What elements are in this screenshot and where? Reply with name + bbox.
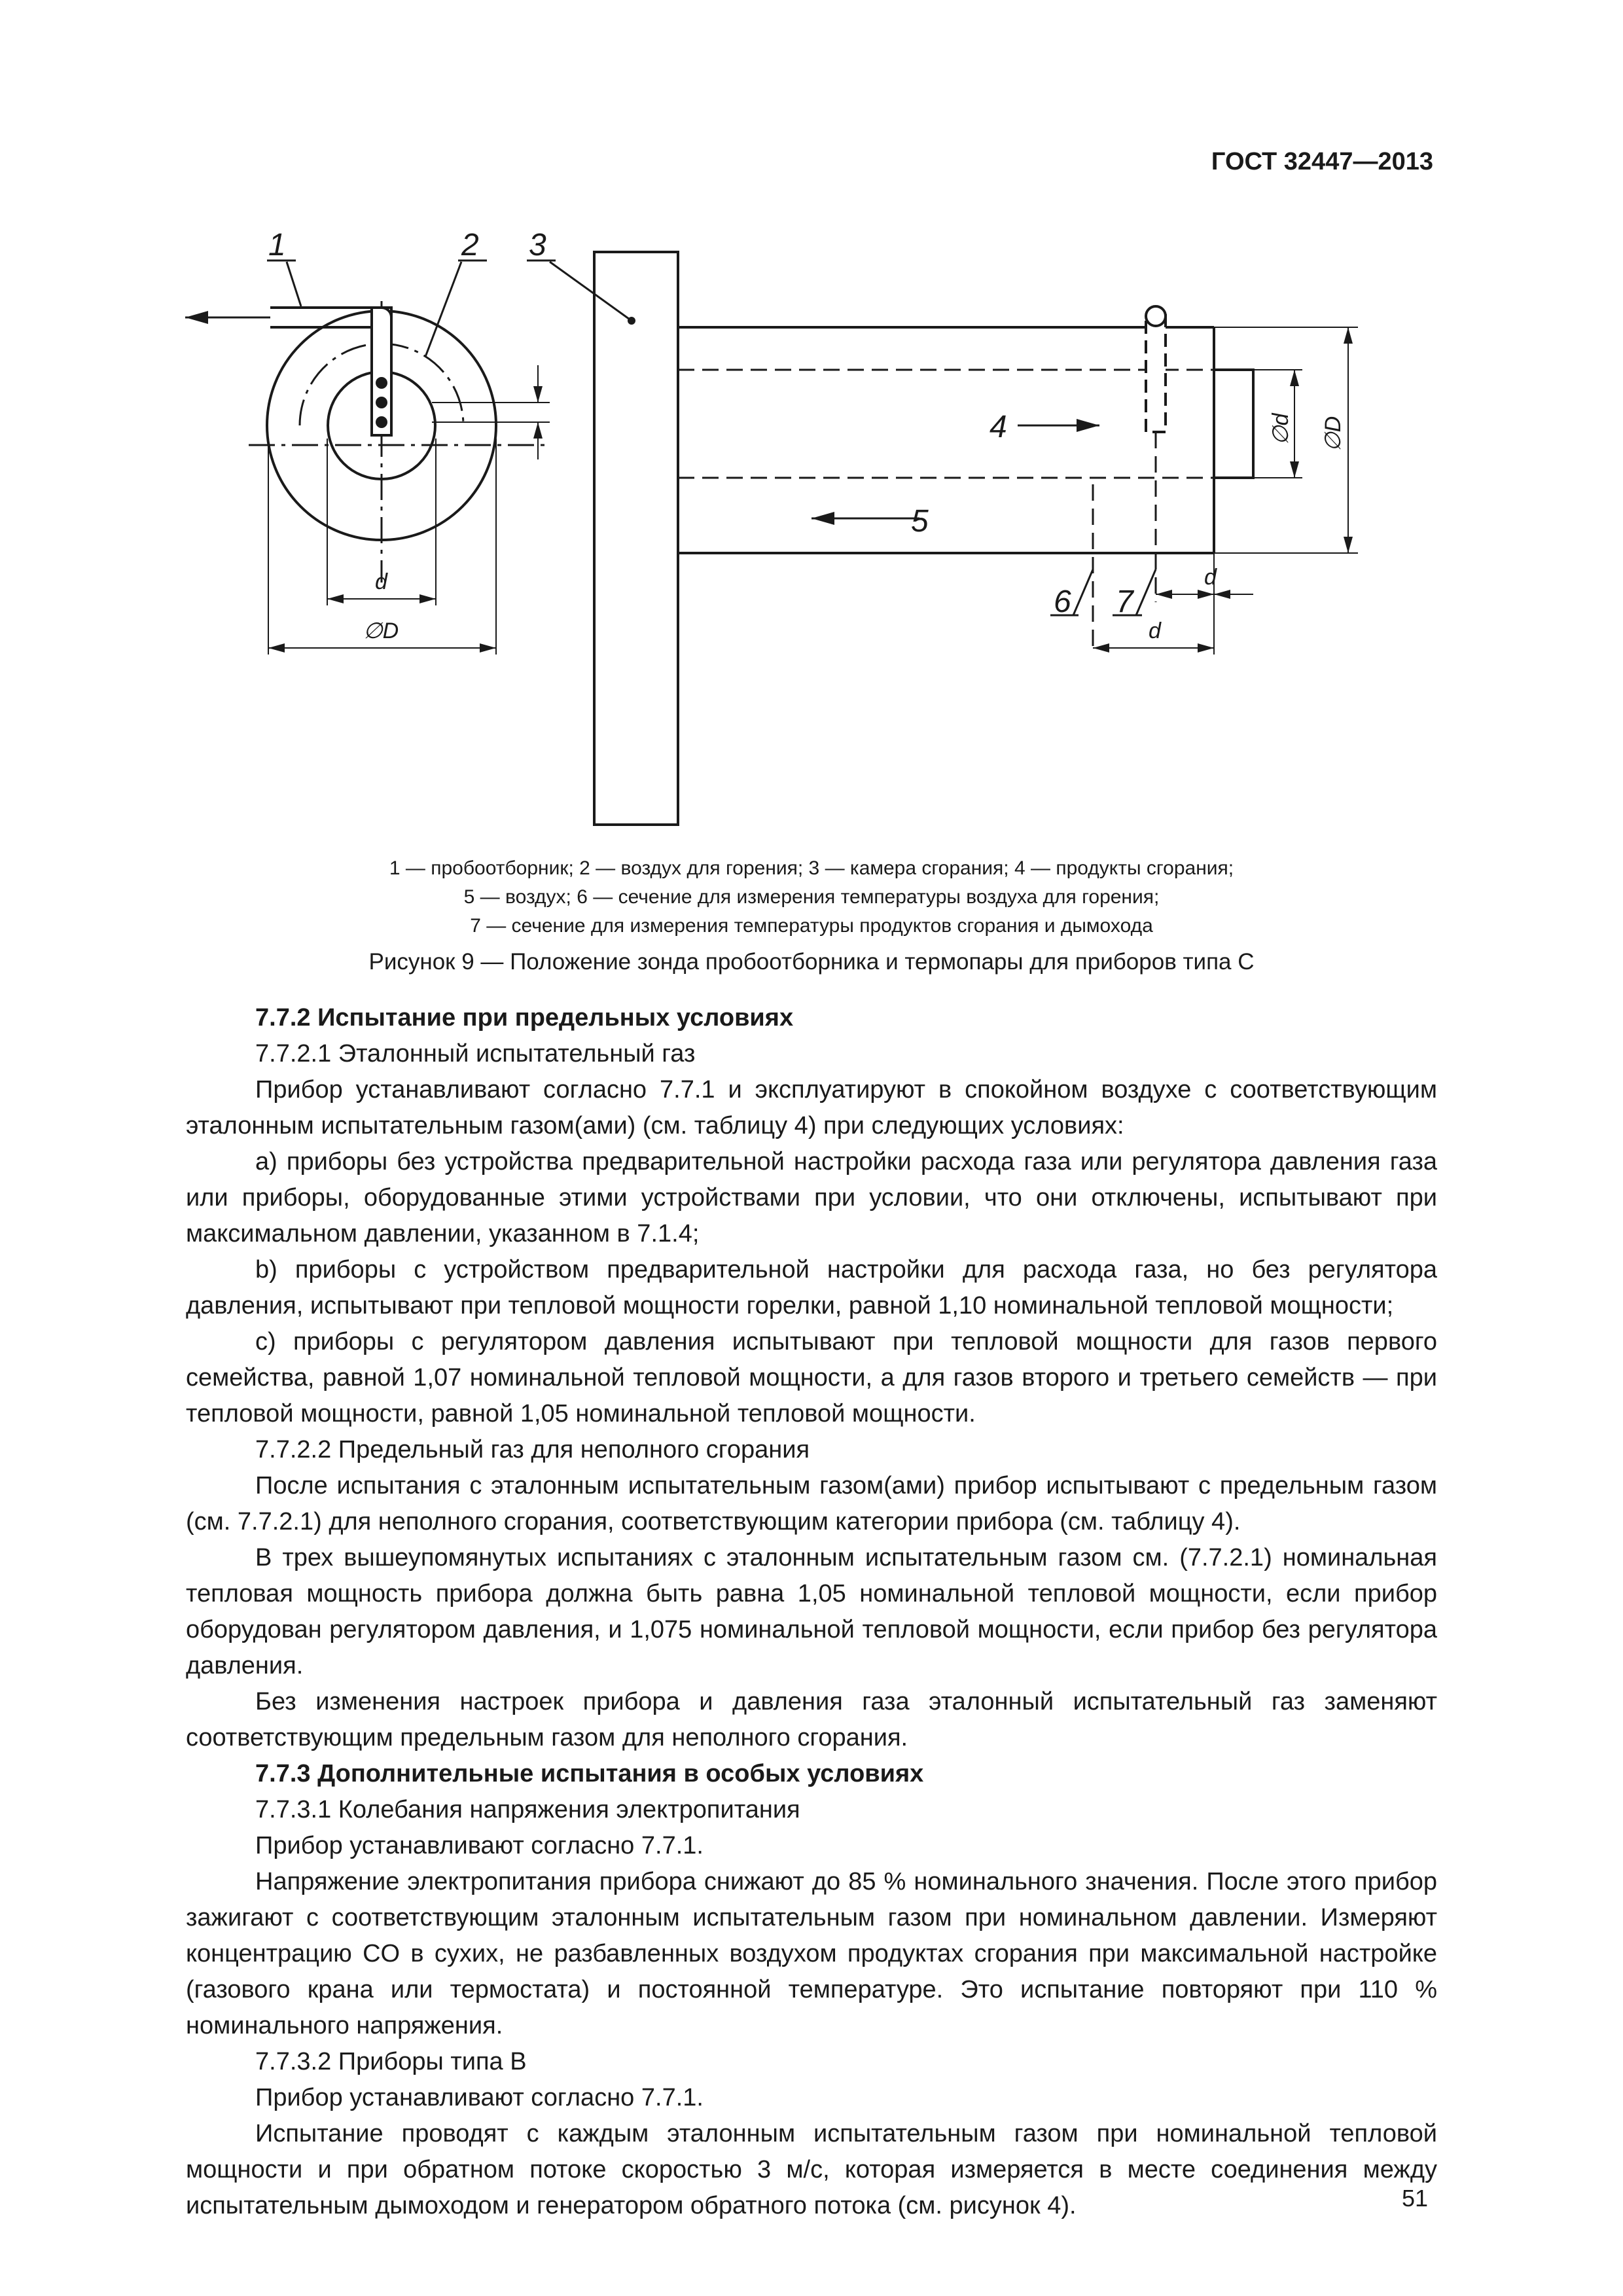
callout-5: 5 bbox=[911, 504, 929, 539]
body-text bbox=[186, 1000, 1437, 2224]
figure-9-drawing bbox=[0, 0, 1623, 851]
figure-caption: Рисунок 9 — Положение зонда пробоотборника и термопары для приборов типа С bbox=[368, 949, 1255, 975]
dim-d-right-bottom: d bbox=[1149, 619, 1161, 643]
callout-7: 7 bbox=[1116, 584, 1133, 619]
callout-1: 1 bbox=[268, 228, 286, 262]
subsection-title: 7.7.2.1 Эталонный испытательный газ bbox=[255, 1040, 696, 1067]
callout-4: 4 bbox=[990, 410, 1007, 444]
subsection-title: 7.7.2.2 Предельный газ для неполного сгорания bbox=[255, 1436, 810, 1463]
legend-line: 7 — сечение для измерения температуры продуктов сгорания и дымохода bbox=[470, 915, 1153, 937]
dim-d-right-top: d bbox=[1204, 565, 1217, 590]
legend-line: 5 — воздух; 6 — сечение для измерения температуры воздуха для горения; bbox=[463, 886, 1160, 908]
paragraph: Испытание проводят с каждым эталонным испытательным газом при номинальной тепловой мощности и при обратном потоке скоростью 3 м/с, которая измеряется в месте соединения между испытательным дымоходом и генератором обратного потока (см. рисунок 4). bbox=[186, 2120, 1437, 2219]
combustion-chamber bbox=[594, 252, 678, 825]
figure-legend bbox=[183, 854, 1440, 941]
dim-D-diameter: ∅D bbox=[1321, 416, 1346, 452]
subsection-title: 7.7.3.1 Колебания напряжения электропитания bbox=[255, 1796, 800, 1823]
paragraph: После испытания с эталонным испытательным газом(ами) прибор испытывают с предельным газом (см. 7.7.2.1) для неполного сгорания, соответствующим категории прибора (см. таблицу 4). bbox=[186, 1472, 1437, 1535]
list-item: c) приборы с регулятором давления испытывают при тепловой мощности для газов первого семейства, равной 1,07 номинальной тепловой мощности, а для газов второго и третьего семейств — при тепловой мощности, равной 1,05 номинальной тепловой мощности. bbox=[186, 1328, 1437, 1427]
paragraph: Прибор устанавливают согласно 7.7.1. bbox=[255, 2084, 704, 2111]
subsection-title: 7.7.3.2 Приборы типа B bbox=[255, 2048, 527, 2075]
callout-2: 2 bbox=[461, 228, 479, 262]
standard-header: ГОСТ 32447—2013 bbox=[1211, 148, 1433, 175]
paragraph: Без изменения настроек прибора и давления газа эталонный испытательный газ заменяют соответствующим предельным газом для неполного сгорания. bbox=[186, 1688, 1437, 1751]
dim-D-left: ∅D bbox=[363, 619, 399, 643]
list-item: b) приборы с устройством предварительной настройки для расхода газа, но без регулятора давления, испытывают при тепловой мощности горелки, равной 1,10 номинальной тепловой мощности; bbox=[186, 1256, 1437, 1319]
dim-d-left: d bbox=[375, 569, 387, 594]
section-heading: 7.7.2 Испытание при предельных условиях bbox=[255, 1004, 794, 1031]
legend-line: 1 — пробоотборник; 2 — воздух для горения; 3 — камера сгорания; 4 — продукты сгорания; bbox=[389, 857, 1234, 879]
callout-3: 3 bbox=[529, 228, 546, 262]
page-number: 51 bbox=[1401, 2185, 1428, 2212]
callout-6: 6 bbox=[1054, 584, 1071, 619]
list-item: a) приборы без устройства предварительной настройки расхода газа или регулятора давления газа или приборы, оборудованные этими устройствами при условии, что они отключены, испытывают при максимальном давлении, указанном в 7.1.4; bbox=[186, 1148, 1437, 1247]
dim-d-diameter: ∅d bbox=[1268, 413, 1293, 445]
probe-tube bbox=[372, 308, 391, 435]
flue-outlet bbox=[1214, 370, 1253, 478]
section-heading: 7.7.3 Дополнительные испытания в особых условиях bbox=[255, 1760, 924, 1787]
paragraph: В трех вышеупомянутых испытаниях с эталонным испытательным газом см. (7.7.2.1) номинальная тепловая мощность прибора должна быть равна 1,05 номинальной тепловой мощности, если прибор оборудован регулятором давления, и 1,075 номинальной тепловой мощности, если прибор без регулятора давления. bbox=[186, 1544, 1437, 1679]
paragraph: Прибор устанавливают согласно 7.7.1 и эксплуатируют в спокойном воздухе с соответствующим эталонным испытательным газом(ами) (см. таблицу 4) при следующих условиях: bbox=[186, 1076, 1437, 1139]
paragraph: Напряжение электропитания прибора снижают до 85 % номинального значения. После этого прибор зажигают с соответствующим эталонным испытательным газом при номинальном давлении. Измеряют концентрацию CO в сухих, не разбавленных воздухом продуктах сгорания при максимальной настройке (газового крана или термостата) и постоянной температуре. Это испытание повторяют при 110 % номинального напряжения. bbox=[186, 1868, 1437, 2039]
paragraph: Прибор устанавливают согласно 7.7.1. bbox=[255, 1832, 704, 1859]
